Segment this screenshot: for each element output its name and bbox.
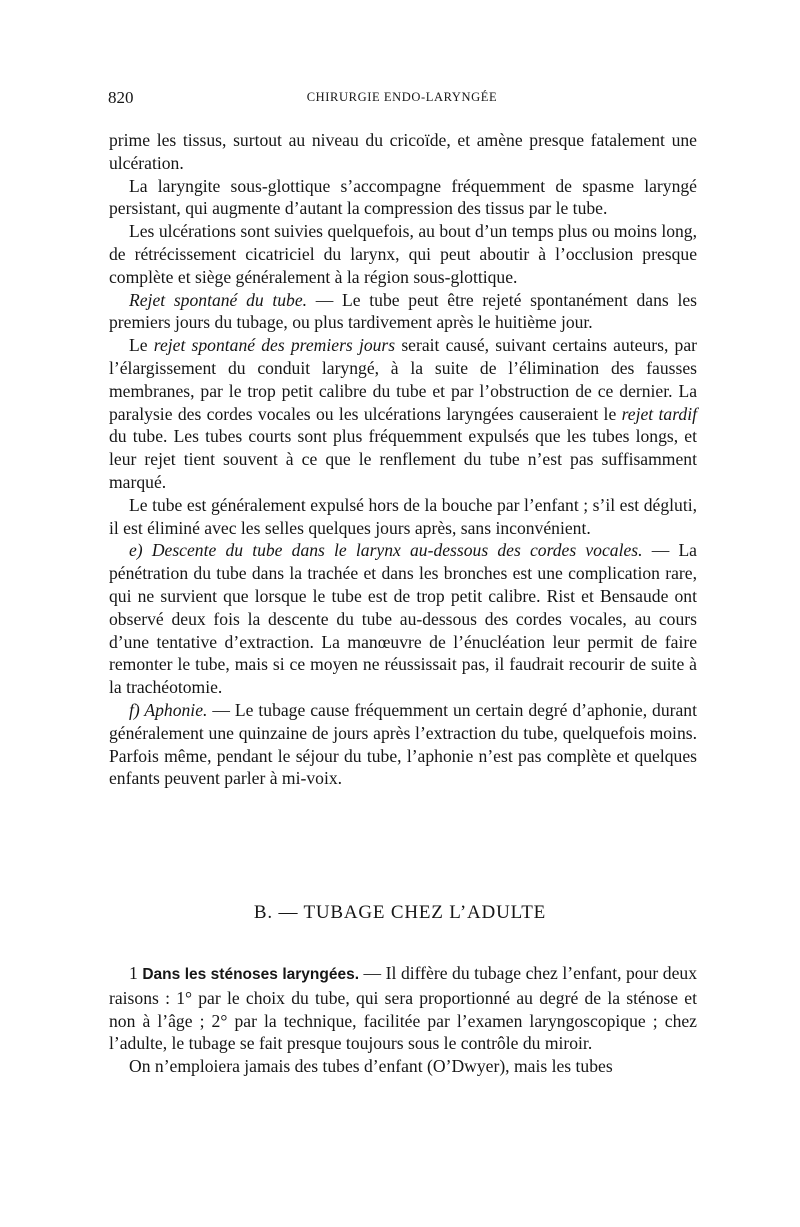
paragraph: Le tube est généralement expulsé hors de la bouche par l’enfant ; s’il est dégluti, il est éliminé avec les selles quelques jours après, sans inconvénient. (109, 494, 697, 538)
paragraph-text: — Le tubage cause fréquemment un certain degré d’aphonie, durant généralement une quinzaine de jours après l’extraction du tube, quelquefois moins. Parfois même, pendant le séjour du tube, l’aphonie n’est pas complète et quelques enfants peuvent parler à mi-voix. (109, 699, 697, 789)
page-header (108, 88, 696, 112)
emphasis: rejet tardif (621, 403, 697, 424)
paragraph-text: du tube. Les tubes courts sont plus fréquemment expulsés que les tubes longs, et leur rejet tient souvent à ce que le renflement du tube n’est pas suffisamment marqué. (109, 426, 697, 492)
paragraph: La laryngite sous-glottique s’accompagne fréquemment de spasme laryngé persistant, qui augmente d’autant la compression des tissus par le tube. (109, 175, 697, 219)
paragraph-heading: e) Descente du tube dans le larynx au-dessous des cordes vocales. (129, 540, 643, 561)
paragraph (109, 334, 697, 494)
section-heading: B. — TUBAGE CHEZ L’ADULTE (253, 902, 547, 923)
list-number: 1 (129, 963, 143, 983)
paragraph (109, 962, 697, 1055)
paragraph-text: — La pénétration du tube dans la trachée et dans les bronches est une complication rare, qui ne survient que lorsque le tube est de trop petit calibre. Rist et Bensaude ont observé deux fois la descente du tube au-dessous des cordes vocales, au cours d’une tentative d’extraction. La manœuvre de l’énucléation leur permit de faire remonter le tube, mais si ce moyen ne réussissait pas, il faudrait recourir de suite à la trachéotomie. (109, 540, 697, 698)
paragraph (109, 539, 697, 699)
paragraph-text: — Il diffère du tubage chez l’enfant, pour deux raisons : 1° par le choix du tube, qui sera proportionné au degré de la sténose et non à l’âge ; 2° par la technique, facilitée par l’examen laryngoscopique ; chez l’adulte, le tubage se fait presque toujours sous le contrôle du miroir. (109, 963, 697, 1054)
paragraph (109, 289, 697, 335)
paragraph: On n’emploiera jamais des tubes d’enfant (O’Dwyer), mais les tubes (129, 1056, 613, 1077)
body-text (109, 129, 697, 790)
paragraph (109, 699, 697, 790)
page-number: 820 (108, 88, 134, 107)
paragraph-heading: Rejet spontané du tube. (129, 289, 308, 310)
paragraph-text: serait causé, suivant certains auteurs, par l’élargissement du conduit laryngé, à la suite de l’élimination des fausses membranes, par le trop petit calibre du tube et par l’obstruction de ce dernier. La paralysie des cordes vocales ou les ulcérations laryngées causeraient le (109, 335, 698, 424)
emphasis: rejet spontané des premiers jours (153, 335, 396, 356)
paragraph-text: — Le tube peut être rejeté spontanément dans les premiers jours du tubage, ou plus tardivement après le huitième jour. (109, 289, 697, 333)
paragraph: Les ulcérations sont suivies quelquefois, au bout d’un temps plus ou moins long, de rétrécissement cicatriciel du larynx, qui peut aboutir à l’occlusion presque complète et siège généralement à la région sous-glottique. (109, 221, 697, 287)
paragraph-text: Le (129, 335, 154, 356)
paragraph-heading: f) Aphonie. (129, 699, 208, 720)
paragraph-heading: Dans les sténoses laryngées. (142, 966, 360, 983)
paragraph: prime les tissus, surtout au niveau du cricoïde, et amène presque fatalement une ulcération. (109, 130, 697, 173)
running-title: CHIRURGIE ENDO-LARYNGÉE (306, 90, 498, 104)
body-text (109, 962, 697, 1078)
